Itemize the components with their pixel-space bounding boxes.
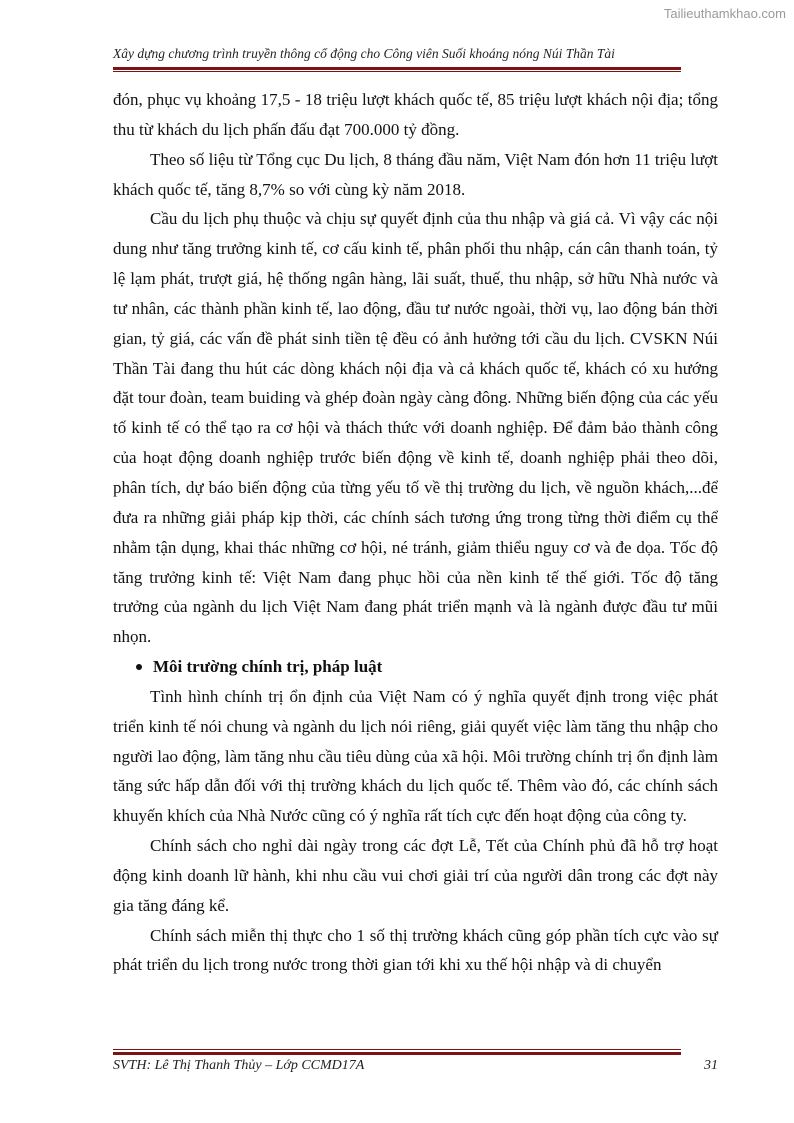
footer-rule-thin: [113, 1049, 681, 1050]
page-number: 31: [704, 1058, 718, 1073]
watermark: Tailieuthamkhao.com: [663, 6, 786, 21]
paragraph: Chính sách cho nghỉ dài ngày trong các đợt Lễ, Tết của Chính phủ đã hỗ trợ hoạt động kinh doanh lữ hành, khi nhu cầu vui chơi giải trí của người dân trong các đợt này gia tăng đáng kể.: [113, 836, 718, 915]
paragraph: Chính sách miễn thị thực cho 1 số thị trường khách cũng góp phần tích cực vào sự phát triển du lịch trong nước trong thời gian tới khi xu thế hội nhập và di chuyển: [113, 925, 718, 975]
page-footer: [113, 1058, 718, 1074]
bullet-heading: [113, 652, 718, 682]
paragraph: Tình hình chính trị ổn định của Việt Nam có ý nghĩa quyết định trong việc phát triển kinh tế nói chung và ngành du lịch nói riêng, giải quyết việc làm tăng thu nhập cho người lao động, làm tăng nhu cầu tiêu dùng của xã hội. Môi trường chính trị ổn định làm tăng sức hấp dẫn đối với thị trường khách du lịch quốc tế. Thêm vào đó, các chính sách khuyến khích của Nhà Nước cũng có ý nghĩa rất tích cực đến hoạt động của công ty.: [113, 686, 718, 826]
footer-rule-thick: [113, 1052, 681, 1055]
paragraph: đón, phục vụ khoảng 17,5 - 18 triệu lượt khách quốc tế, 85 triệu lượt khách nội địa; tổng thu từ khách du lịch phấn đấu đạt 700.000 tỷ đồng.: [113, 90, 718, 139]
footer-author: SVTH: Lê Thị Thanh Thủy – Lớp CCMD17A: [113, 1058, 365, 1073]
bullet-heading-text: Môi trường chính trị, pháp luật: [153, 657, 383, 677]
paragraph: Theo số liệu từ Tổng cục Du lịch, 8 tháng đầu năm, Việt Nam đón hơn 11 triệu lượt khách quốc tế, tăng 8,7% so với cùng kỳ năm 2018.: [113, 149, 718, 199]
paragraph: Cầu du lịch phụ thuộc và chịu sự quyết định của thu nhập và giá cả. Vì vậy các nội dung như tăng trưởng kinh tế, cơ cấu kinh tế, phân phối thu nhập, cán cân thanh toán, tỷ lệ lạm phát, trượt giá, hệ thống ngân hàng, lãi suất, thuế, thu nhập, sở hữu Nhà nước và tư nhân, các thành phần kinh tế, lao động, đầu tư nước ngoài, thời vụ, lao động bán thời gian, tỷ giá, các vấn đề phát sinh tiền tệ đều có ảnh hưởng tới cầu du lịch. CVSKN Núi Thần Tài đang thu hút các dòng khách nội địa và cả khách quốc tế, khách có xu hướng đặt tour đoàn, team buiding và ghép đoàn ngày càng đông. Những biến động của các yếu tố kinh tế có thể tạo ra cơ hội và thách thức với doanh nghiệp. Để đảm bảo thành công của hoạt động doanh nghiệp trước biến động về kinh tế, doanh nghiệp phải theo dõi, phân tích, dự báo biến động của từng yếu tố về thị trường du lịch, về nguồn khách,...để đưa ra những giải pháp kịp thời, các chính sách tương ứng trong từng thời điểm cụ thể nhằm tận dụng, khai thác những cơ hội, né tránh, giảm thiểu nguy cơ và đe dọa. Tốc độ tăng trưởng kinh tế: Việt Nam đang phục hồi của nền kinh tế thế giới. Tốc độ tăng trưởng của ngành du lịch Việt Nam đang phát triển mạnh và là ngành được đầu tư mũi nhọn.: [113, 209, 718, 647]
header-rule-thin: [113, 71, 681, 72]
running-header: Xây dựng chương trình truyền thông cổ động cho Công viên Suối khoáng nóng Núi Thần Tài: [113, 46, 615, 61]
page-body: [113, 85, 718, 980]
bullet-dot-icon: [136, 664, 142, 670]
header-rule-thick: [113, 67, 681, 70]
